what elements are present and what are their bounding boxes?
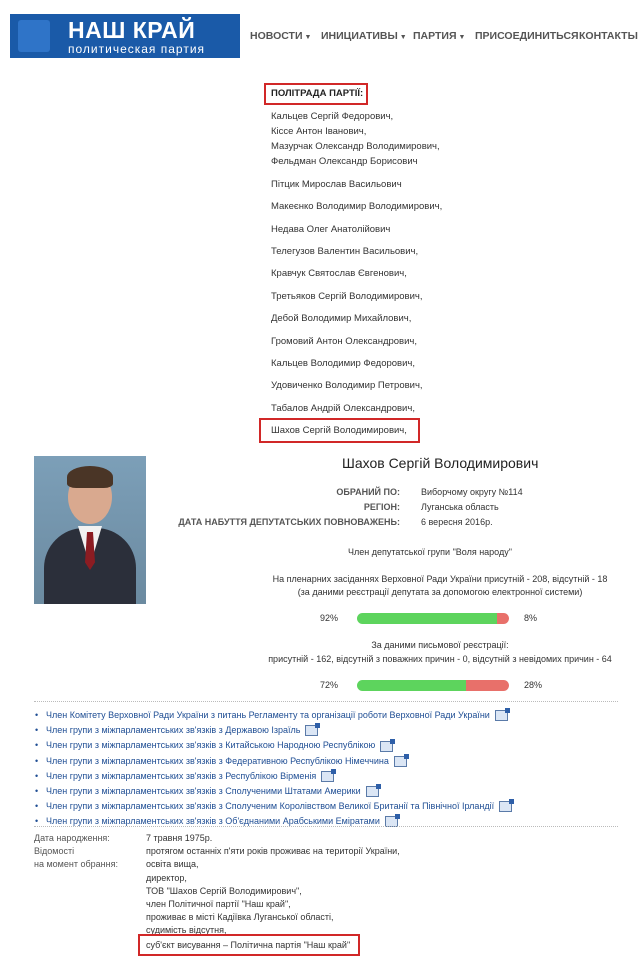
list-item[interactable] — [46, 784, 636, 799]
written-present-pct: 72% — [320, 680, 339, 690]
field-value-region: Луганська область — [421, 502, 499, 512]
council-member: Кравчук Святослав Євгенович, — [271, 268, 407, 279]
external-link-icon[interactable] — [305, 725, 318, 736]
deputy-name: Шахов Сергій Володимирович — [342, 455, 539, 471]
group-link[interactable]: Член групи з міжпарламентських зв'язків з Державою Ізраїль — [46, 725, 301, 736]
deputy-photo — [34, 456, 146, 604]
party-logo[interactable] — [10, 14, 240, 58]
group-link[interactable]: Член групи з міжпарламентських зв'язків з Китайською Народною Республікою — [46, 740, 376, 751]
council-member: Телегузов Валентин Васильович, — [271, 246, 419, 257]
bio-line: судимість відсутня, — [146, 925, 227, 935]
list-item[interactable] — [46, 814, 636, 829]
chevron-down-icon: ▼ — [304, 34, 312, 41]
external-link-icon[interactable] — [380, 741, 393, 752]
bio-line: ТОВ "Шахов Сергій Володимирович", — [146, 886, 302, 896]
council-member-highlighted: Шахов Сергій Володимирович, — [271, 425, 407, 436]
nav-join[interactable] — [475, 30, 579, 42]
council-member: Дебой Володимир Михайлович, — [271, 313, 412, 324]
list-item[interactable] — [46, 799, 636, 814]
group-link[interactable]: Член групи з міжпарламентських зв'язків з Республікою Вірменія — [46, 770, 317, 781]
council-title: ПОЛІТРАДА ПАРТІЇ: — [264, 83, 368, 105]
council-member: Пітцик Мирослав Васильович — [271, 179, 402, 190]
council-member: Табалов Андрій Олександрович, — [271, 403, 415, 414]
council-member: Мазурчак Олександр Володимирович, — [271, 141, 440, 152]
nav-initiatives[interactable] — [321, 30, 407, 42]
list-item[interactable] — [46, 708, 636, 723]
logo-subtitle: политическая партия — [68, 42, 206, 56]
council-member: Громовий Антон Олександрович, — [271, 336, 417, 347]
bio-line-highlighted: суб'єкт висування – Політична партія "Наш край" — [146, 940, 351, 950]
birth-label: Дата народження: — [34, 833, 110, 843]
written-absent-pct: 28% — [524, 680, 543, 690]
external-link-icon[interactable] — [394, 756, 407, 767]
group-link[interactable]: Член групи з міжпарламентських зв'язків з Сполученим Королівством Великої Британії та Північної Ірландії — [46, 801, 495, 812]
highlight-frame — [138, 934, 360, 956]
council-member: Фельдман Олександр Борисович — [271, 156, 418, 167]
written-detail: присутній - 162, відсутній з поважних причин - 0, відсутній з невідомих причин - 64 — [268, 654, 612, 664]
council-member: Кіссе Антон Іванович, — [271, 126, 367, 137]
list-item[interactable] — [46, 769, 636, 784]
info-label-cont: на момент обрання: — [34, 859, 118, 869]
divider — [34, 701, 618, 702]
nav-initiatives-label: ИНИЦИАТИВЫ — [321, 30, 398, 42]
plenary-note: (за даними реєстрації депутата за допомогою електронної системи) — [297, 587, 583, 597]
present-fill — [357, 613, 497, 624]
nav-party[interactable] — [413, 30, 465, 42]
divider — [34, 826, 618, 827]
bio-line: освіта вища, — [146, 859, 199, 869]
group-link[interactable]: Член Комітету Верховної Ради України з питань Регламенту та організації роботи Верховної Ради України — [46, 710, 490, 720]
list-item[interactable] — [46, 754, 636, 769]
field-label-date: ДАТА НАБУТТЯ ДЕПУТАТСЬКИХ ПОВНОВАЖЕНЬ: — [178, 517, 400, 527]
external-link-icon[interactable] — [366, 786, 379, 797]
chevron-down-icon: ▼ — [399, 34, 407, 41]
present-fill — [357, 680, 466, 691]
info-label: Відомості — [34, 846, 75, 856]
bio-line: протягом останніх п'яти років проживає на території України, — [146, 846, 400, 856]
external-link-icon[interactable] — [495, 710, 508, 721]
electronic-absent-pct: 8% — [524, 613, 538, 623]
group-link[interactable]: Член групи з міжпарламентських зв'язків з Об'єднаними Арабськими Еміратами — [46, 816, 380, 827]
field-value-elected: Виборчому округу №114 — [421, 487, 523, 497]
external-link-icon[interactable] — [499, 801, 512, 812]
bio-line: проживає в місті Кадіївка Луганської області, — [146, 912, 334, 922]
electronic-attendance-bar — [357, 613, 509, 624]
highlight-frame — [259, 418, 420, 443]
council-member: Недава Олег Анатолійович — [271, 224, 391, 235]
written-text: За даними письмової реєстрації: — [371, 640, 509, 650]
field-label-region: РЕГІОН: — [363, 502, 400, 512]
bio-line: член Політичної партії "Наш край", — [146, 899, 291, 909]
council-member: Кальцев Володимир Федорович, — [271, 358, 415, 369]
chevron-down-icon: ▼ — [458, 34, 466, 41]
council-member: Кальцев Сергій Федорович, — [271, 111, 394, 122]
nav-party-label: ПАРТИЯ — [413, 30, 457, 42]
field-label-elected: ОБРАНИЙ ПО: — [336, 487, 400, 497]
absent-fill — [497, 613, 509, 624]
nav-join-label: ПРИСОЕДИНИТЬСЯ — [475, 30, 579, 42]
electronic-present-pct: 92% — [320, 613, 339, 623]
absent-fill — [466, 680, 509, 691]
nav-news[interactable] — [250, 30, 311, 42]
list-item[interactable] — [46, 723, 636, 738]
nav-contacts-label: КОНТАКТЫ — [579, 30, 638, 42]
council-member: Третьяков Сергій Володимирович, — [271, 291, 423, 302]
plenary-text: На пленарних засіданнях Верховної Ради України присутній - 208, відсутній - 18 — [272, 574, 608, 584]
written-attendance-bar — [357, 680, 509, 691]
list-item[interactable] — [46, 738, 636, 753]
logo-mark-icon — [18, 20, 50, 52]
faction-text: Член депутатської групи "Воля народу" — [348, 547, 512, 557]
group-link[interactable]: Член групи з міжпарламентських зв'язків з Сполученими Штатами Америки — [46, 785, 361, 796]
bio-line: директор, — [146, 873, 187, 883]
birth-value: 7 травня 1975р. — [146, 833, 213, 843]
group-link[interactable]: Член групи з міжпарламентських зв'язків з Федеративною Республікою Німеччина — [46, 755, 389, 766]
groups-list — [34, 708, 636, 830]
external-link-icon[interactable] — [321, 771, 334, 782]
council-member: Макеєнко Володимир Володимирович, — [271, 201, 443, 212]
council-member: Удовиченко Володимир Петрович, — [271, 380, 423, 391]
nav-news-label: НОВОСТИ — [250, 30, 303, 42]
field-value-date: 6 вересня 2016р. — [421, 517, 493, 527]
logo-title: НАШ КРАЙ — [68, 17, 196, 43]
nav-contacts[interactable] — [579, 30, 638, 42]
